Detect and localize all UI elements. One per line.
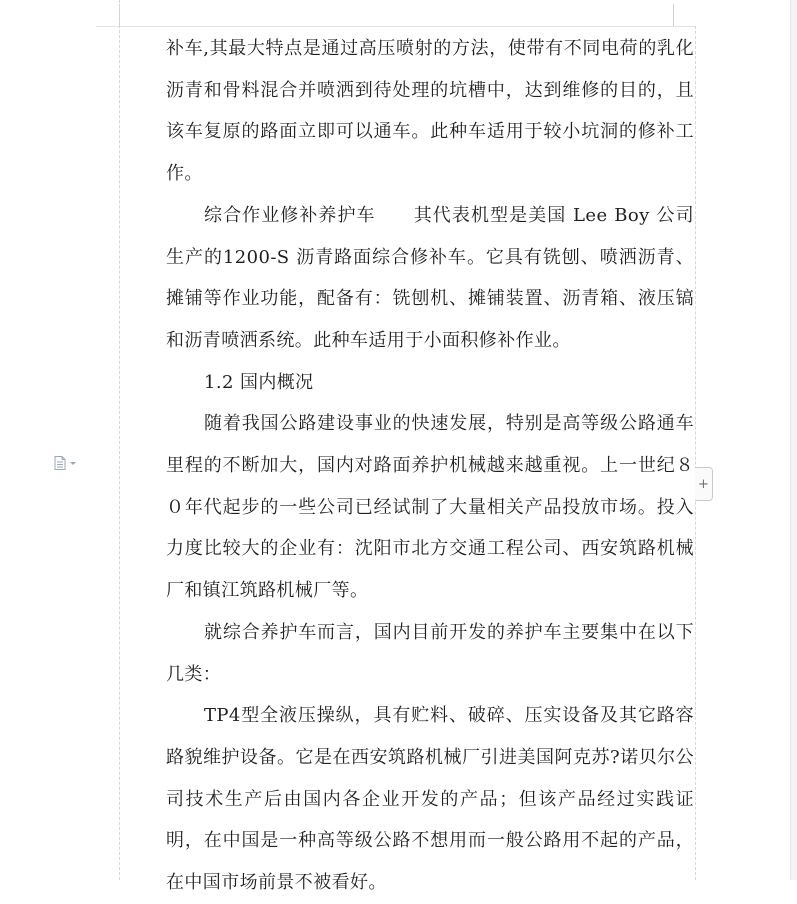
paragraph-marker-button[interactable]: [54, 456, 78, 470]
page-left-margin-line: [119, 0, 121, 880]
page-top-margin-line: [96, 26, 696, 27]
chevron-down-icon: [70, 462, 76, 465]
section-heading: 1.2 国内概况: [204, 371, 314, 393]
paragraph-3: 随着我国公路建设事业的快速发展，特别是高等级公路通车里程的不断加大，国内对路面养护机械越来越重视。上一世纪８０年代起步的一些公司已经试制了大量相关产品投放市场。投入力度比较大的企业有：沈阳市北方交通工程公司、西安筑路机械厂和镇江筑路机械厂等。: [166, 413, 694, 602]
document-body[interactable]: [166, 28, 694, 904]
paragraph-4: 就综合养护车而言，国内目前开发的养护车主要集中在以下几类：: [166, 621, 694, 685]
window-right-edge: [790, 0, 797, 880]
page-right-margin-line: [695, 26, 697, 880]
expand-button[interactable]: +: [695, 467, 713, 501]
document-icon: [54, 456, 78, 470]
paragraph-2: 综合作业修补养护车 其代表机型是美国 Lee Boy 公司生产的1200-S 沥青路面综合修补车。它具有铣刨、喷洒沥青、摊铺等作业功能，配备有：铣刨机、摊铺装置、沥青箱、液压镐和沥青喷洒系统。此种车适用于小面积修补作业。: [166, 204, 694, 351]
page-corner-mark-right: [673, 4, 674, 26]
paragraph-1: 补车,其最大特点是通过高压喷射的方法，使带有不同电荷的乳化沥青和骨料混合并喷洒到待处理的坑槽中，达到维修的目的，且该车复原的路面立即可以通车。此种车适用于较小坑洞的修补工作。: [166, 38, 694, 185]
paragraph-5: TP4型全液压操纵，具有贮料、破碎、压实设备及其它路容路貌维护设备。它是在西安筑路机械厂引进美国阿克苏?诺贝尔公司技术生产后由国内各企业开发的产品；但该产品经过实践证明，在中国是一种高等级公路不想用而一般公路用不起的产品，在中国市场前景不被看好。: [166, 705, 694, 894]
